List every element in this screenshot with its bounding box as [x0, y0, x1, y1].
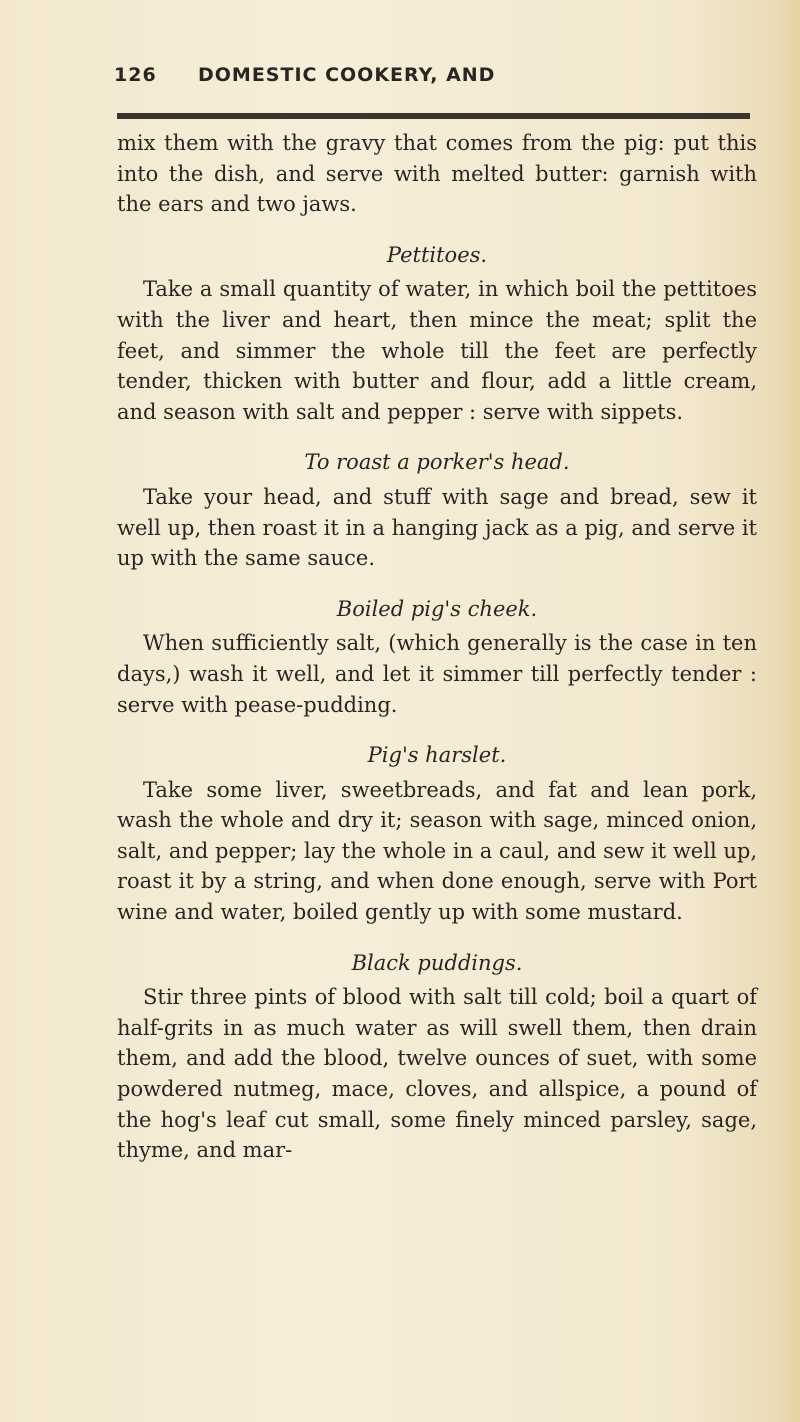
paragraph-harslet: Take some liver, sweetbreads, and fat and lean pork, wash the whole and dry it; season with sage, minced onion, salt, and pepper; lay the whole in a caul, and sew it well up, roast it by a string, and when done enough, serve with Port wine and water, boiled gently up with some mustard. [117, 777, 757, 925]
paragraph-black-puddings: Stir three pints of blood with salt till cold; boil a quart of half-grits in as much water as will swell them, then drain them, and add the blood, twelve ounces of suet, with some powdered nutmeg, mace, cloves, and allspice, a pound of the hog's leaf cut small, some finely minced parsley, sage, thyme, and mar- [117, 985, 757, 1163]
paragraph-porkers-head: Take your head, and stuff with sage and bread, sew it well up, then roast it in a hanging jack as a pig, and serve it up with the same sauce. [117, 484, 757, 571]
intro-paragraph: mix them with the gravy that comes from the pig: put this into the dish, and serve with melted butter: garnish with the ears and two jaws. [117, 131, 757, 217]
paragraph-pettitoes: Take a small quantity of water, in which boil the pettitoes with the liver and heart, then mince the meat; split the feet, and simmer the whole till the feet are perfectly tender, thicken with butter and flour, add a little cream, and season with salt and pepper : serve with sippets. [117, 277, 757, 424]
heading-boiled-cheek: Boiled pig's cheek. [336, 596, 538, 621]
heading-porkers-head: To roast a porker's head. [304, 450, 570, 475]
paragraph-boiled-cheek: When sufficiently salt, (which generally is the case in ten days,) wash it well, and let it simmer till perfectly tender : serve with pease-pudding. [117, 631, 757, 717]
page-body [117, 128, 757, 1166]
running-header [114, 64, 754, 94]
page-edge-shadow [778, 0, 800, 1422]
heading-harslet: Pig's harslet. [367, 743, 507, 768]
header-rule [117, 113, 750, 119]
running-title: DOMESTIC COOKERY, AND [198, 64, 496, 86]
heading-pettitoes: Pettitoes. [386, 242, 488, 267]
heading-black-puddings: Black puddings. [351, 950, 523, 975]
page-number: 126 [114, 64, 157, 86]
